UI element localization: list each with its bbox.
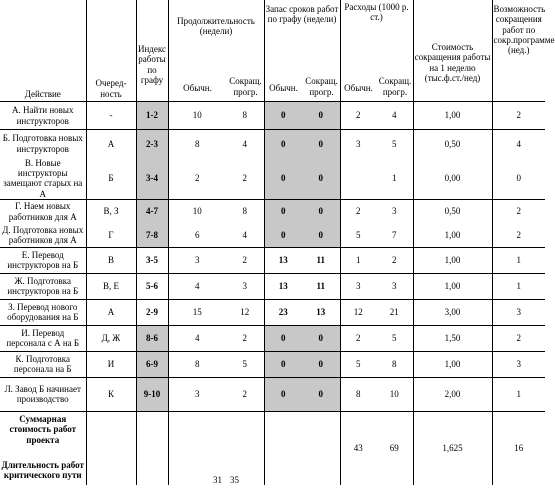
order-cell: И <box>86 351 136 377</box>
action-cell <box>0 299 86 325</box>
delay-normal-cell: 0 <box>264 223 302 247</box>
action-text: Д. Подготовка новых работников для А <box>2 224 84 246</box>
empty-cell <box>264 455 302 485</box>
table-row <box>0 130 545 158</box>
duration-reduced-cell: 2 <box>242 173 247 184</box>
possible-reduction-cell: 2 <box>492 102 545 130</box>
cost-reduced-cell: 3 <box>376 199 413 223</box>
cost-normal-cell: 2 <box>340 102 376 130</box>
empty-cell <box>136 411 168 455</box>
header-cost-title: Расходы (1000 р. ст.) <box>344 2 409 23</box>
action-text: Л. Завод Б начинает производство <box>4 384 81 405</box>
delay-reduced-cell: 0 <box>302 199 340 223</box>
critical-path-normal: 31 <box>168 455 226 485</box>
action-text: В. Новые инструкторы замещают старых на А <box>3 157 83 199</box>
empty-cell <box>86 455 136 485</box>
delay-normal-cell: 0 <box>264 199 302 223</box>
header-possible-reduction: Возможность сокращения работ по сокр.программе (нед.) <box>492 0 545 102</box>
delay-normal-cell: 0 <box>264 102 302 130</box>
empty-cell <box>413 455 492 485</box>
critical-path-label <box>0 455 86 485</box>
duration-normal-cell: 15 <box>168 299 226 325</box>
summary-rows <box>0 411 545 485</box>
cost-reduced-cell: 2 <box>376 247 413 273</box>
duration-reduced-cell: 4 <box>242 229 247 240</box>
cost-reduced-cell: 5 <box>376 325 413 351</box>
delay-reduced-cell: 0 <box>302 351 340 377</box>
header-cost-group <box>340 0 413 102</box>
empty-cell <box>264 411 302 455</box>
delay-normal-cell: 0 <box>264 377 302 411</box>
possible-reduction-cell: 3 <box>492 351 545 377</box>
index-cell: 9-10 <box>136 377 168 411</box>
duration-reduced-cell: 8 <box>226 199 264 223</box>
cost-per-week-cell: 0,50 <box>413 130 492 158</box>
delay-reduced-cell: 0 <box>302 377 340 411</box>
cost-normal-cell: 5 <box>340 223 376 247</box>
cost-per-week-cell: 1,50 <box>413 325 492 351</box>
header-delay-title: Запас сроков работ по графу (недели) <box>265 4 339 25</box>
action-cell <box>0 273 86 299</box>
empty-cell <box>302 455 340 485</box>
header-delay-normal: Обычн. <box>269 82 298 93</box>
total-cost-per-week: 1,625 <box>413 411 492 455</box>
possible-reduction-cell: 3 <box>492 299 545 325</box>
delay-reduced-cell: 0 <box>302 223 340 247</box>
duration-reduced-cell: 2 <box>226 247 264 273</box>
cost-per-week-cell: 2,00 <box>413 377 492 411</box>
duration-normal-cell: 8 <box>168 351 226 377</box>
total-cost-row <box>0 411 545 455</box>
total-cost-label-text: Суммарная стоимость работ проекта <box>9 413 77 445</box>
critical-path-reduced: 35 <box>230 475 239 486</box>
header-cost-reduced: Сокращ. прогр. <box>378 76 412 97</box>
index-cell: 8-6 <box>136 325 168 351</box>
action-cell <box>0 325 86 351</box>
order-cell: А <box>86 130 136 158</box>
duration-normal-cell: 10 <box>168 102 226 130</box>
action-text: Б. Подготовка новых инструкторов <box>2 133 83 154</box>
index-cell: 1-2 <box>136 102 168 130</box>
order-cell: В <box>86 247 136 273</box>
delay-reduced-cell: 0 <box>302 130 340 158</box>
delay-normal-cell: 0 <box>264 158 302 200</box>
action-cell <box>0 247 86 273</box>
total-cost-label <box>0 411 86 455</box>
cost-normal-cell: 1 <box>340 247 376 273</box>
delay-normal-cell: 0 <box>264 351 302 377</box>
cost-reduced-cell: 5 <box>376 130 413 158</box>
possible-reduction-cell: 1 <box>492 273 545 299</box>
possible-reduction-cell: 2 <box>492 325 545 351</box>
delay-normal-cell: 13 <box>264 273 302 299</box>
table-row <box>0 223 545 247</box>
action-text: Е. Перевод инструкторов на Б <box>7 250 79 271</box>
duration-normal-cell: 4 <box>168 325 226 351</box>
schedule-rows <box>0 102 545 412</box>
index-cell: 6-9 <box>136 351 168 377</box>
header-index: Индекс работы по графу <box>136 0 168 102</box>
possible-reduction-cell: 4 <box>492 130 545 158</box>
total-cost-reduced: 69 <box>376 411 413 455</box>
critical-path-row <box>0 455 545 485</box>
table-row <box>0 377 545 411</box>
order-cell: В, З <box>86 199 136 223</box>
order-cell: - <box>86 102 136 130</box>
index-cell: 7-8 <box>136 223 168 247</box>
header-duration-group <box>168 0 264 102</box>
header-action: Действие <box>24 88 61 99</box>
index-cell: 5-6 <box>136 273 168 299</box>
action-text: И. Перевод персонала с А на Б <box>6 328 80 349</box>
action-text: К. Подготовка персонала на Б <box>13 354 72 375</box>
cost-reduced-cell: 1 <box>392 173 397 184</box>
duration-normal-cell: 3 <box>168 377 226 411</box>
cost-per-week-cell: 1,00 <box>413 223 492 247</box>
delay-normal-cell: 13 <box>264 247 302 273</box>
action-text: А. Найти новых инструкторов <box>12 105 74 126</box>
header-order: Очеред-ность <box>86 0 136 102</box>
index-cell: 3-5 <box>136 247 168 273</box>
header-delay-reduced: Сокращ. прогр. <box>305 76 338 97</box>
cost-reduced-cell: 10 <box>376 377 413 411</box>
order-cell: К <box>86 377 136 411</box>
cost-normal-cell <box>340 158 376 200</box>
delay-normal-cell: 0 <box>264 325 302 351</box>
duration-reduced-cell: 8 <box>226 102 264 130</box>
delay-normal-cell: 0 <box>264 130 302 158</box>
delay-reduced-cell: 13 <box>302 299 340 325</box>
duration-normal-cell: 4 <box>168 273 226 299</box>
cost-reduced-cell: 8 <box>376 351 413 377</box>
empty-cell <box>376 455 413 485</box>
cost-normal-cell: 3 <box>340 273 376 299</box>
table-row <box>0 351 545 377</box>
delay-reduced-cell: 0 <box>302 102 340 130</box>
cost-per-week-cell: 1,00 <box>413 351 492 377</box>
cost-per-week-cell: 0,50 <box>413 199 492 223</box>
delay-reduced-cell: 0 <box>302 325 340 351</box>
table-row <box>0 247 545 273</box>
possible-reduction-cell: 2 <box>492 199 545 223</box>
cost-reduced-cell: 4 <box>376 102 413 130</box>
order-cell: А <box>86 299 136 325</box>
cost-per-week-cell: 1,00 <box>413 247 492 273</box>
duration-normal-cell: 6 <box>168 223 226 247</box>
cost-normal-cell: 2 <box>340 325 376 351</box>
empty-cell <box>226 411 264 455</box>
empty-cell <box>340 455 376 485</box>
delay-reduced-cell: 11 <box>302 247 340 273</box>
delay-normal-cell: 23 <box>264 299 302 325</box>
duration-reduced-cell: 12 <box>226 299 264 325</box>
table-row <box>0 158 545 200</box>
action-cell <box>0 377 86 411</box>
header-delay-group <box>264 0 340 102</box>
table-row <box>0 325 545 351</box>
action-text: Г. Наем новых работников для А <box>8 201 77 222</box>
duration-normal-cell: 8 <box>168 130 226 158</box>
header-cost-normal: Обычн. <box>344 82 373 93</box>
cost-reduced-cell: 7 <box>392 229 397 240</box>
order-cell: Б <box>86 158 136 200</box>
duration-normal-cell: 3 <box>168 247 226 273</box>
order-cell: В, Е <box>86 273 136 299</box>
header-cost-per-week: Стоимость сокращения работы на 1 неделю (тыс.ф.ст./нед) <box>413 0 492 102</box>
index-cell: 2-3 <box>136 130 168 158</box>
total-cost-possible: 16 <box>492 411 545 455</box>
empty-cell <box>492 455 545 485</box>
order-cell: Д, Ж <box>86 325 136 351</box>
delay-reduced-cell: 0 <box>302 158 340 200</box>
cost-normal-cell: 3 <box>340 130 376 158</box>
action-cell <box>0 199 86 223</box>
duration-reduced-cell: 2 <box>226 377 264 411</box>
duration-reduced-cell: 4 <box>226 130 264 158</box>
header-duration-normal: Обычн. <box>183 82 212 93</box>
action-cell <box>0 223 86 247</box>
possible-reduction-cell: 1 <box>492 247 545 273</box>
action-cell <box>0 102 86 130</box>
header-duration-reduced: Сокращ. прогр. <box>229 76 262 97</box>
header-row <box>0 0 545 102</box>
cost-normal-cell: 12 <box>340 299 376 325</box>
empty-cell <box>136 455 168 485</box>
index-cell: 3-4 <box>136 158 168 200</box>
action-cell <box>0 351 86 377</box>
empty-cell <box>302 411 340 455</box>
duration-reduced-cell: 5 <box>226 351 264 377</box>
total-cost-normal: 43 <box>340 411 376 455</box>
table-row <box>0 273 545 299</box>
table-row <box>0 299 545 325</box>
duration-normal-cell: 2 <box>168 158 226 200</box>
action-cell <box>0 130 86 158</box>
action-text: Ж. Подготовка инструкторов на Б <box>7 276 79 297</box>
critical-path-label-text: Длительность работ критического пути <box>1 460 84 481</box>
cost-per-week-cell: 0,00 <box>413 158 492 200</box>
cost-per-week-cell: 1,00 <box>413 273 492 299</box>
header-duration-title: Продолжительность (недели) <box>177 16 255 37</box>
cost-per-week-cell: 3,00 <box>413 299 492 325</box>
cost-reduced-cell: 3 <box>376 273 413 299</box>
index-cell: 2-9 <box>136 299 168 325</box>
duration-reduced-cell: 2 <box>226 325 264 351</box>
possible-reduction-cell: 2 <box>492 223 545 247</box>
cost-normal-cell: 2 <box>340 199 376 223</box>
table-row <box>0 102 545 130</box>
duration-reduced-cell: 3 <box>226 273 264 299</box>
action-cell <box>0 158 86 200</box>
table-row <box>0 199 545 223</box>
cost-normal-cell: 8 <box>340 377 376 411</box>
action-text: З. Перевод нового оборудования на Б <box>7 302 79 323</box>
duration-normal-cell: 10 <box>168 199 226 223</box>
cost-reduced-cell: 21 <box>376 299 413 325</box>
empty-cell <box>168 411 226 455</box>
index-cell: 4-7 <box>136 199 168 223</box>
order-cell: Г <box>86 223 136 247</box>
empty-cell <box>86 411 136 455</box>
possible-reduction-cell: 1 <box>492 377 545 411</box>
delay-reduced-cell: 11 <box>302 273 340 299</box>
possible-reduction-cell: 0 <box>492 158 545 200</box>
cost-per-week-cell: 1,00 <box>413 102 492 130</box>
cost-normal-cell: 5 <box>340 351 376 377</box>
